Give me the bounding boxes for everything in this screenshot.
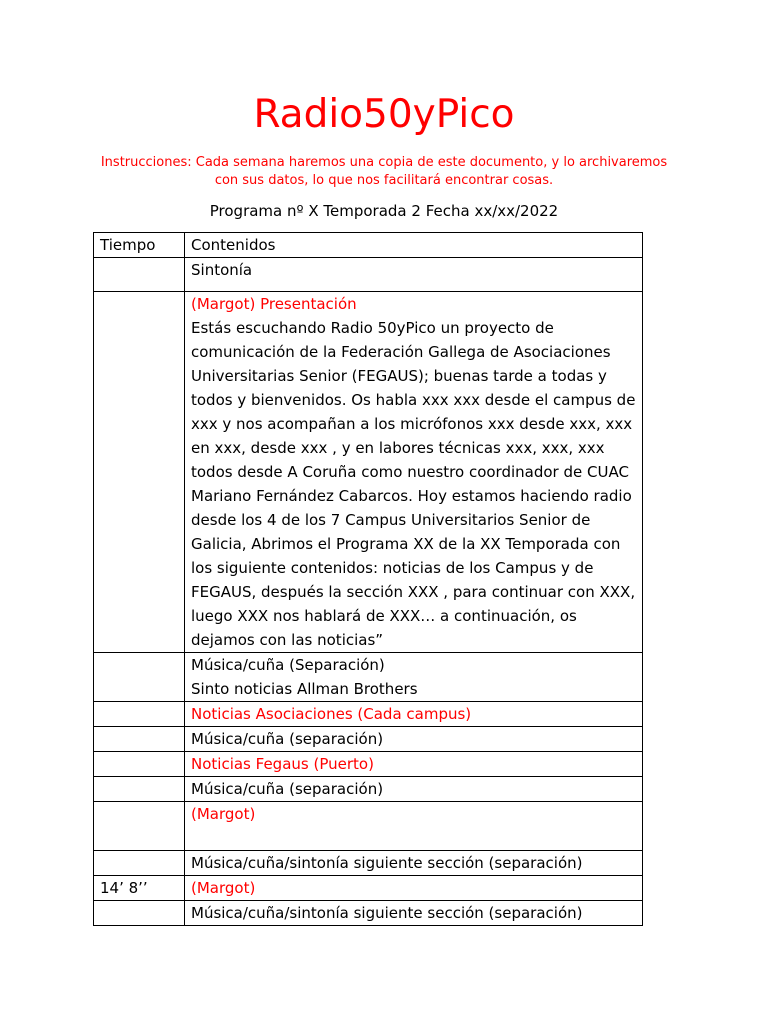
- program-schedule-table: [93, 232, 643, 926]
- table-row: [94, 653, 643, 702]
- content-line: Noticias Asociaciones (Cada campus): [191, 705, 472, 723]
- table-row: [94, 901, 643, 926]
- content-line: Sintonía: [191, 261, 253, 279]
- content-cell: [185, 802, 643, 851]
- content-cell: [185, 901, 643, 926]
- time-cell: [94, 901, 185, 926]
- header-time: Tiempo: [94, 233, 185, 258]
- content-line: Música/cuña/sintonía siguiente sección (separación): [191, 904, 583, 922]
- table-row: [94, 258, 643, 292]
- content-cell: [185, 777, 643, 802]
- time-cell: [94, 258, 185, 292]
- table-row: [94, 777, 643, 802]
- program-info-line: Programa nº X Temporada 2 Fecha xx/xx/2022: [209, 202, 559, 220]
- content-cell: [185, 876, 643, 901]
- table-row: [94, 851, 643, 876]
- time-cell: [94, 653, 185, 702]
- content-cell: [185, 851, 643, 876]
- table-header-row: [94, 233, 643, 258]
- time-cell: [94, 702, 185, 727]
- instructions-text: Instrucciones: Cada semana haremos una copia de este documento, y lo archivaremos con sus datos, lo que nos facilitará encontrar cosas.: [100, 155, 668, 188]
- table-row: [94, 876, 643, 901]
- content-line: (Margot): [191, 879, 256, 897]
- presentation-script: Estás escuchando Radio 50yPico un proyecto de comunicación de la Federación Gallega de Asociaciones Universitarias Senior (FEGAUS); buenas tarde a todas y todos y bienvenidos. Os habla xxx xxx desde el campus de xxx y nos acompañan a los micrófonos xxx desde xxx, xxx en xxx, desde xxx , y en labores técnicas xxx, xxx, xxx todos desde A Coruña como nuestro coordinador de CUAC Mariano Fernández Cabarcos. Hoy estamos haciendo radio desde los 4 de los 7 Campus Universitarios Senior de Galicia, Abrimos el Programa XX de la XX Temporada con los siguiente contenidos: noticias de los Campus y de FEGAUS, después la sección XXX , para continuar con XXX, luego XXX nos hablará de XXX… a continuación, os dejamos con las noticias”: [191, 319, 636, 649]
- table-row: [94, 727, 643, 752]
- content-line: Sinto noticias Allman Brothers: [191, 680, 418, 698]
- content-cell: [185, 258, 643, 292]
- table-row: [94, 702, 643, 727]
- speaker-label: (Margot) Presentación: [191, 295, 357, 313]
- time-cell: [94, 851, 185, 876]
- table-row: [94, 802, 643, 851]
- time-cell: [94, 752, 185, 777]
- table-row: [94, 752, 643, 777]
- content-line: Música/cuña (separación): [191, 730, 384, 748]
- content-line: (Margot): [191, 805, 256, 823]
- time-cell: 14’ 8’’: [94, 876, 185, 901]
- time-cell: [94, 802, 185, 851]
- time-cell: [94, 727, 185, 752]
- content-line: Música/cuña (separación): [191, 780, 384, 798]
- content-cell: [185, 727, 643, 752]
- time-cell: [94, 292, 185, 653]
- content-cell: [185, 752, 643, 777]
- table-row: [94, 292, 643, 653]
- content-cell: [185, 702, 643, 727]
- content-line: Música/cuña (Separación): [191, 656, 385, 674]
- content-cell: [185, 292, 643, 653]
- content-cell: [185, 653, 643, 702]
- content-line: Música/cuña/sintonía siguiente sección (separación): [191, 854, 583, 872]
- time-cell: [94, 777, 185, 802]
- header-content: Contenidos: [185, 233, 643, 258]
- document-title: Radio50yPico: [253, 92, 515, 137]
- content-line: Noticias Fegaus (Puerto): [191, 755, 374, 773]
